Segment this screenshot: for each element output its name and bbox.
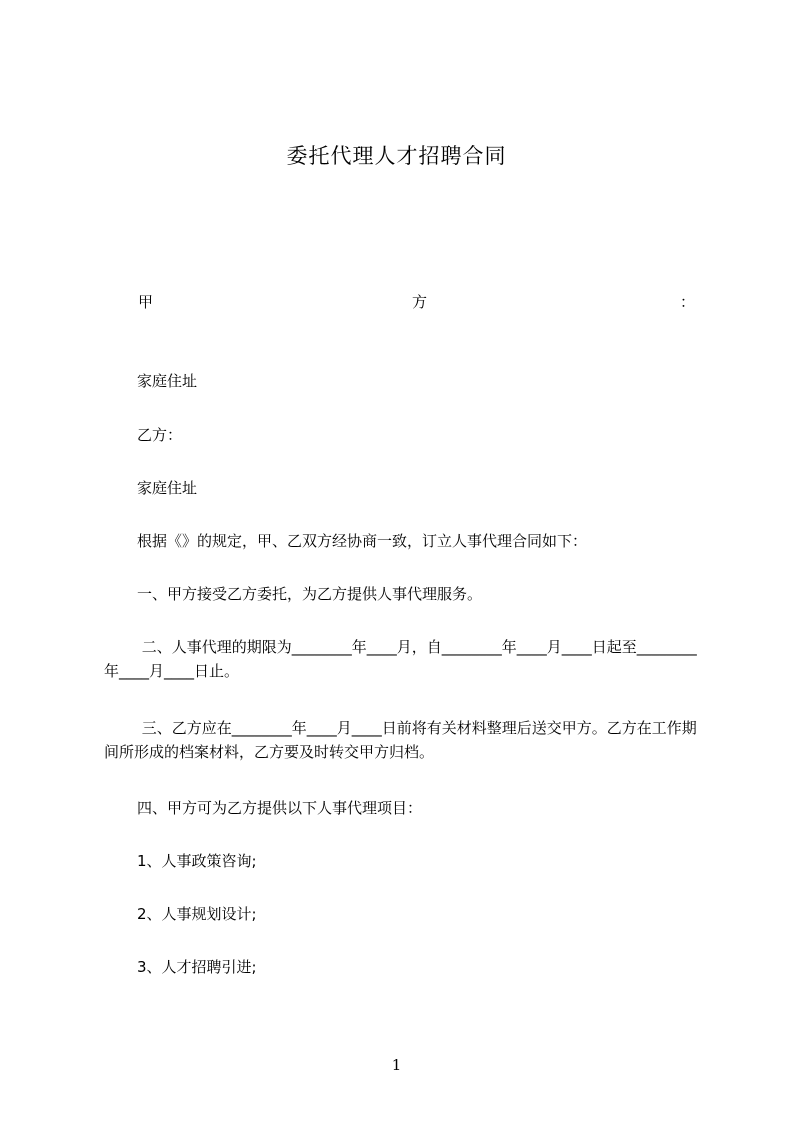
clause-2-term: 二、人事代理的期限为________年____月，自________年____月____日起至________年____月____日止。: [104, 638, 697, 680]
party-a-colon: ：: [679, 293, 695, 311]
document-title: 委托代理人才招聘合同: [286, 144, 507, 168]
party-b-label: 乙方：: [137, 426, 183, 444]
clause-3-materials: 三、乙方应在________年____月____日前将有关材料整理后送交甲方。乙方在工作期间所形成的档案材料，乙方要及时转交甲方归档。: [104, 719, 697, 761]
party-a-line: [138, 291, 695, 313]
party-b-address-label: 家庭住址: [137, 479, 198, 497]
page-number: 1: [391, 1056, 402, 1074]
clause-4-services: 四、甲方可为乙方提供以下人事代理项目：: [137, 799, 423, 817]
clause-1: 一、甲方接受乙方委托，为乙方提供人事代理服务。: [137, 585, 483, 603]
party-a-label-char-2: 方: [412, 293, 428, 311]
service-item-3: 3、人才招聘引进;: [137, 958, 257, 976]
service-item-2: 2、人事规划设计;: [137, 905, 257, 923]
contract-preamble: 根据《》的规定，甲、乙双方经协商一致，订立人事代理合同如下：: [137, 532, 588, 550]
party-a-address-label: 家庭住址: [137, 372, 198, 390]
party-a-label-char-1: 甲: [138, 293, 154, 311]
service-item-1: 1、人事政策咨询;: [137, 852, 257, 870]
